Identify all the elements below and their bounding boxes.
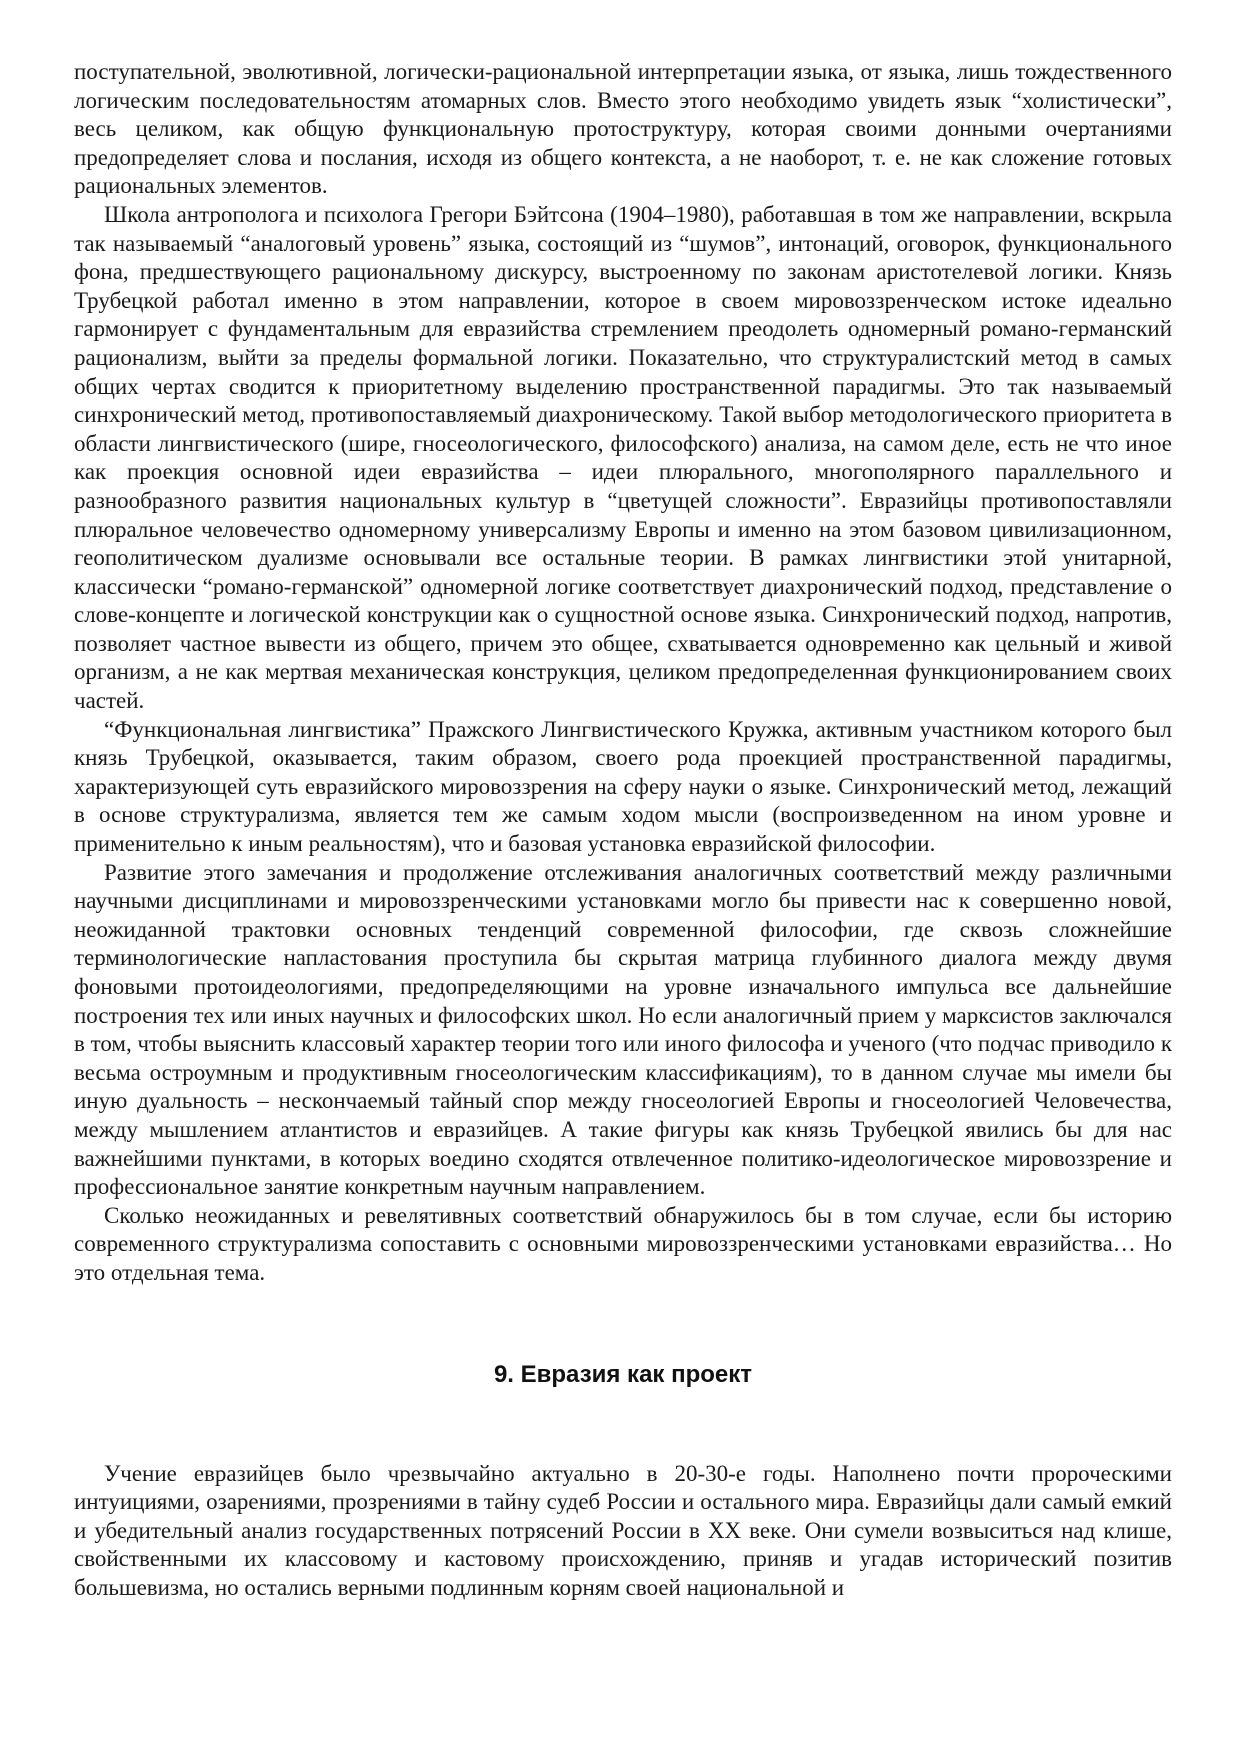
document-page	[74, 58, 1172, 1603]
paragraph-continued: поступательной, эволютивной, логически-рациональной интерпретации языка, от языка, лишь тождественного логическим последовательностям атомарных слов. Вместо этого необходимо увидеть язык “холистически”, весь целиком, как общую функциональную протоструктуру, которая своими донными очертаниями предопределяет слова и послания, исходя из общего контекста, а не наоборот, т. е. не как сложение готовых рациональных элементов.	[74, 59, 1172, 199]
paragraph-section-intro: Учение евразийцев было чрезвычайно актуально в 20-30-е годы. Наполнено почти пророческими интуициями, озарениями, прозрениями в тайну судеб России и остального мира. Евразийцы дали самый емкий и убедительный анализ государственных потрясений России в XX веке. Они сумели возвыситься над клише, свойственными их классовому и кастовому происхождению, приняв и угадав исторический позитив большевизма, но остались верными подлинным корням своей национальной и	[74, 1460, 1172, 1600]
paragraph-structuralism: Сколько неожиданных и ревелятивных соответствий обнаружилось бы в том случае, если бы историю современного структурализма сопоставить с основными мировоззренческими установками евразийства… Но это отдельная тема.	[74, 1202, 1172, 1285]
paragraph-prague-circle: “Функциональная лингвистика” Пражского Лингвистического Кружка, активным участником которого был князь Трубецкой, оказывается, таким образом, своего рода проекцией пространственной парадигмы, характеризующей суть евразийского мировоззрения на сферу науки о языке. Синхронический метод, лежащий в основе структурализма, является тем же самым ходом мысли (воспроизведенном на ином уровне и применительно к иным реальностям), что и базовая установка евразийской философии.	[74, 716, 1172, 857]
paragraph-development: Развитие этого замечания и продолжение отслеживания аналогичных соответствий между различными научными дисциплинами и мировоззренческими установками могло бы привести нас к совершенно новой, неожиданной трактовки основных тенденций современной философии, где сквозь сложнейшие терминологические напластования проступила бы скрытая матрица глубинного диалога между двумя фоновыми протоидеологиями, предопределяющими на уровне изначального импульса все дальнейшие построения тех или иных научных и философских школ. Но если аналогичный прием у марксистов заключался в том, чтобы выяснить классовый характер теории того или иного философа и ученого (что подчас приводило к весьма остроумным и продуктивным гносеологическим классификациям), то в данном случае мы имели бы иную дуальность – нескончаемый тайный спор между гносеологией Европы и гносеологией Человечества, между мышлением атлантистов и евразийцев. А такие фигуры как князь Трубецкой явились бы для нас важнейшими пунктами, в которых воедино сходятся отвлеченное политико-идеологическое мировоззрение и профессиональное занятие конкретным научным направлением.	[74, 859, 1172, 1200]
paragraph-bateson-school: Школа антрополога и психолога Грегори Бэйтсона (1904–1980), работавшая в том же направлении, вскрыла так называемый “аналоговый уровень” языка, состоящий из “шумов”, интонаций, оговорок, функционального фона, предшествующего рациональному дискурсу, выстроенному по законам аристотелевой логики. Князь Трубецкой работал именно в этом направлении, которое в своем мировоззренческом истоке идеально гармонирует с фундаментальным для евразийства стремлением преодолеть одномерный романо-германский рационализм, выйти за пределы формальной логики. Показательно, что структуралистский метод в самых общих чертах сводится к приоритетному выделению пространственной парадигмы. Это так называемый синхронический метод, противопоставляемый диахроническому. Такой выбор методологического приоритета в области лингвистического (шире, гносеологического, философского) анализа, на самом деле, есть не что иное как проекция основной идеи евразийства – идеи плюрального, многополярного параллельного и разнообразного развития национальных культур в “цветущей сложности”. Евразийцы противопоставляли плюральное человечество одномерному универсализму Европы и именно на этом базовом цивилизационном, геополитическом дуализме основывали все остальные теории. В рамках лингвистики этой унитарной, классически “романо-германской” одномерной логике соответствует диахронический подход, представление о слове-концепте и логической конструкции как о сущностной основе языка. Синхронический подход, напротив, позволяет частное вывести из общего, причем это общее, схватывается одновременно как цельный и живой организм, а не как мертвая механическая конструкция, целиком предопределенная функционированием своих частей.	[74, 201, 1172, 714]
section-heading: 9. Евразия как проект	[493, 1360, 753, 1388]
section-body	[74, 1460, 1172, 1603]
